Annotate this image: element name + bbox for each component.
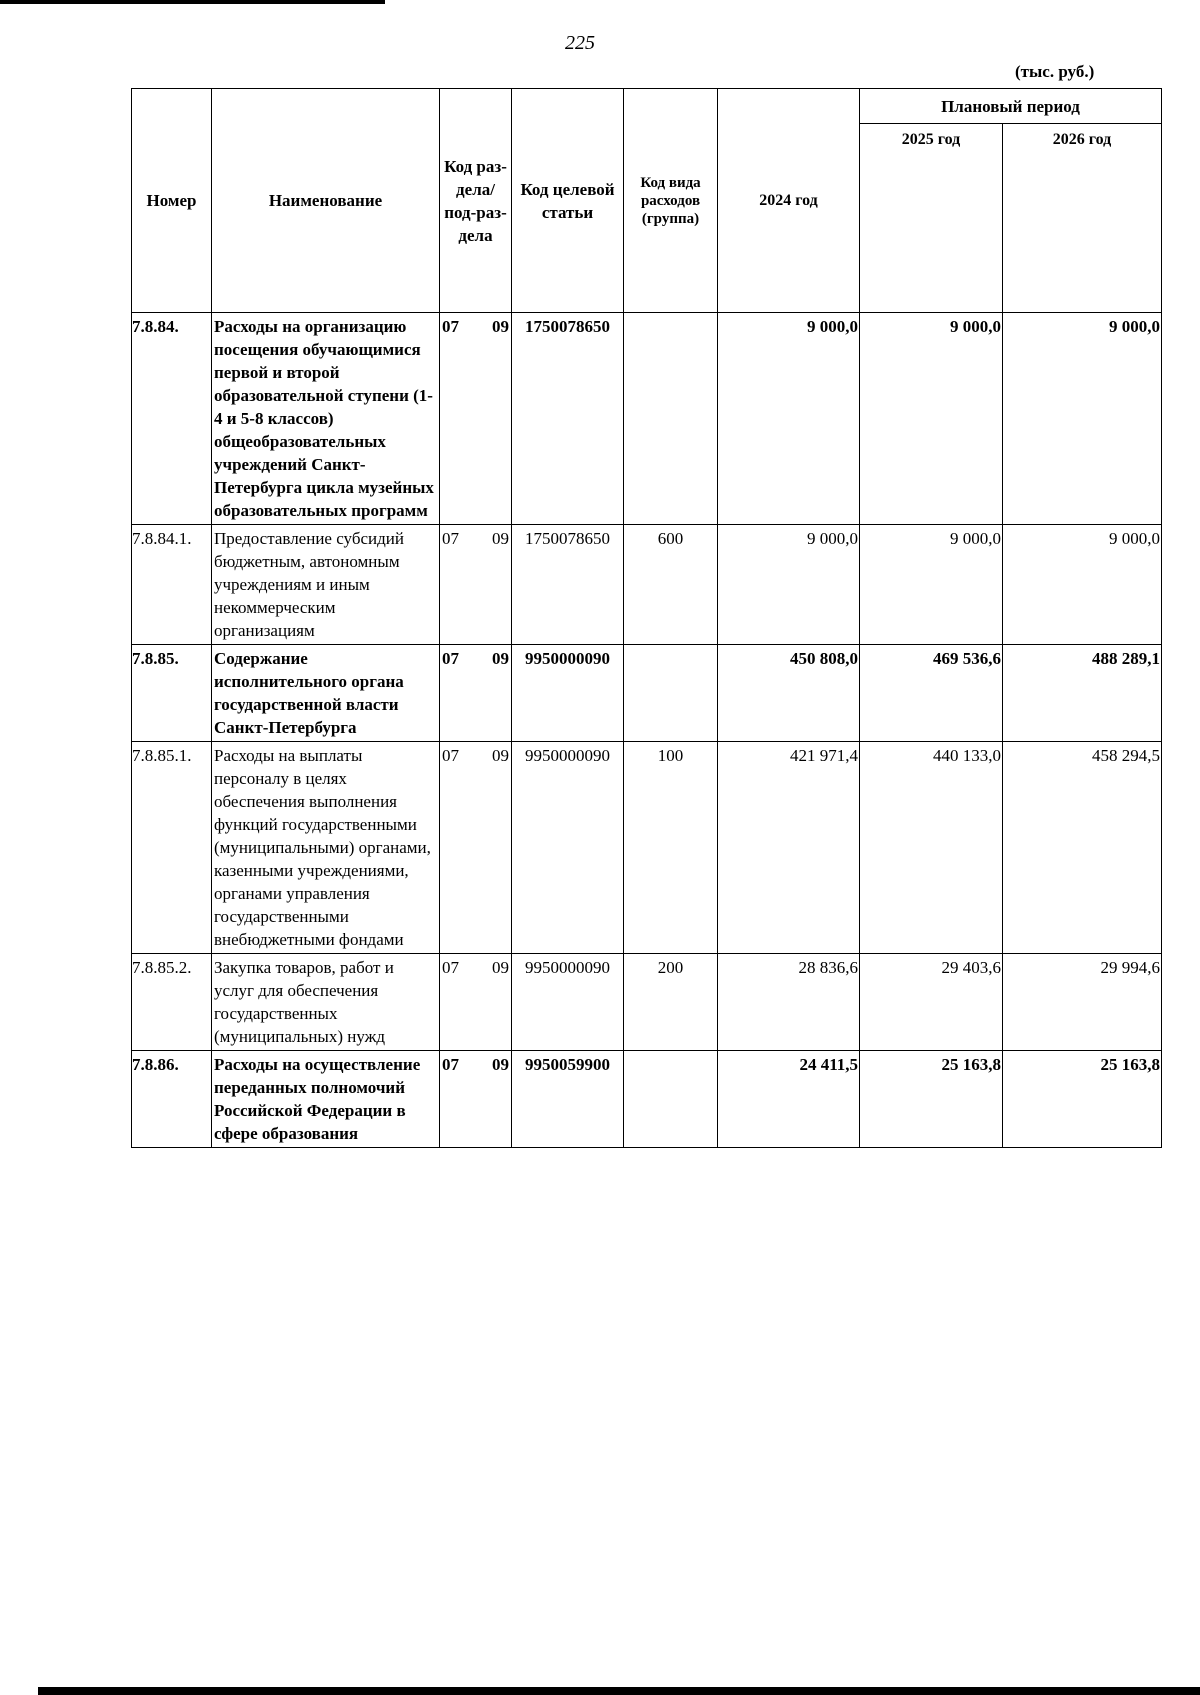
row-expense-type: 100 (624, 742, 718, 954)
row-name: Предоставление субсидий бюджетным, автономным учреждениям и иным некоммерческим организациям (212, 525, 440, 645)
row-name: Расходы на осуществление переданных полномочий Российской Федерации в сфере образования (212, 1051, 440, 1148)
row-target-code: 9950000090 (512, 645, 624, 742)
row-expense-type (624, 313, 718, 525)
row-section: 07 (442, 1055, 459, 1074)
header-2024: 2024 год (718, 89, 860, 313)
page-number: 225 (565, 32, 595, 54)
row-name: Расходы на организацию посещения обучающимися первой и второй образовательной ступени (1-4 и 5-8 классов) общеобразовательных учреждений Санкт-Петербурга цикла музейных образовательных программ (212, 313, 440, 525)
row-target-code: 9950000090 (512, 954, 624, 1051)
row-subsection: 09 (492, 529, 509, 548)
table-row (132, 525, 1162, 645)
row-target-code: 1750078650 (512, 525, 624, 645)
row-target-code: 9950000090 (512, 742, 624, 954)
header-target-code: Код целевой статьи (512, 89, 624, 313)
table-row (132, 645, 1162, 742)
row-name: Закупка товаров, работ и услуг для обеспечения государственных (муниципальных) нужд (212, 954, 440, 1051)
row-2026: 29 994,6 (1003, 954, 1162, 1051)
row-section: 07 (442, 746, 459, 765)
row-2024: 9 000,0 (718, 313, 860, 525)
row-2025: 25 163,8 (860, 1051, 1003, 1148)
row-number: 7.8.85.2. (132, 954, 212, 1051)
row-section-code (440, 954, 512, 1051)
row-section-code (440, 1051, 512, 1148)
table-row (132, 313, 1162, 525)
header-expense-type: Код вида расходов (группа) (624, 89, 718, 313)
row-number: 7.8.84.1. (132, 525, 212, 645)
row-name: Содержание исполнительного органа государственной власти Санкт-Петербурга (212, 645, 440, 742)
bottom-rule (38, 1687, 1200, 1695)
row-subsection: 09 (492, 649, 509, 668)
row-section: 07 (442, 958, 459, 977)
row-expense-type: 600 (624, 525, 718, 645)
row-2024: 24 411,5 (718, 1051, 860, 1148)
row-2026: 458 294,5 (1003, 742, 1162, 954)
header-number: Номер (132, 89, 212, 313)
header-name: Наименование (212, 89, 440, 313)
row-section: 07 (442, 649, 459, 668)
row-number: 7.8.85. (132, 645, 212, 742)
row-section: 07 (442, 317, 459, 336)
row-subsection: 09 (492, 958, 509, 977)
row-2025: 29 403,6 (860, 954, 1003, 1051)
budget-table (131, 88, 1162, 1148)
row-section: 07 (442, 529, 459, 548)
units-label: (тыс. руб.) (1015, 62, 1095, 81)
row-section-code (440, 313, 512, 525)
row-section-code (440, 645, 512, 742)
row-number: 7.8.85.1. (132, 742, 212, 954)
row-expense-type (624, 645, 718, 742)
row-2025: 440 133,0 (860, 742, 1003, 954)
row-subsection: 09 (492, 317, 509, 336)
row-target-code: 9950059900 (512, 1051, 624, 1148)
row-expense-type: 200 (624, 954, 718, 1051)
row-2026: 488 289,1 (1003, 645, 1162, 742)
row-section-code (440, 742, 512, 954)
row-2026: 9 000,0 (1003, 313, 1162, 525)
header-2025: 2025 год (860, 124, 1003, 313)
row-2025: 9 000,0 (860, 313, 1003, 525)
row-subsection: 09 (492, 1055, 509, 1074)
row-2025: 9 000,0 (860, 525, 1003, 645)
top-rule (0, 0, 385, 4)
row-section-code (440, 525, 512, 645)
table-body (132, 313, 1162, 1148)
table-row (132, 742, 1162, 954)
row-2026: 25 163,8 (1003, 1051, 1162, 1148)
row-2024: 450 808,0 (718, 645, 860, 742)
table-row (132, 954, 1162, 1051)
row-subsection: 09 (492, 746, 509, 765)
row-2024: 28 836,6 (718, 954, 860, 1051)
table-row (132, 1051, 1162, 1148)
row-name: Расходы на выплаты персоналу в целях обеспечения выполнения функций государственными (муниципальными) органами, казенными учреждениями, органами управления государственными внебюджетными фондами (212, 742, 440, 954)
header-section-code: Код раз-дела/ под-раз-дела (440, 89, 512, 313)
table-header (132, 89, 1162, 313)
row-expense-type (624, 1051, 718, 1148)
row-2024: 421 971,4 (718, 742, 860, 954)
row-number: 7.8.84. (132, 313, 212, 525)
row-2026: 9 000,0 (1003, 525, 1162, 645)
row-2025: 469 536,6 (860, 645, 1003, 742)
header-planned-period: Плановый период (860, 89, 1162, 124)
row-target-code: 1750078650 (512, 313, 624, 525)
row-2024: 9 000,0 (718, 525, 860, 645)
row-number: 7.8.86. (132, 1051, 212, 1148)
header-2026: 2026 год (1003, 124, 1162, 313)
